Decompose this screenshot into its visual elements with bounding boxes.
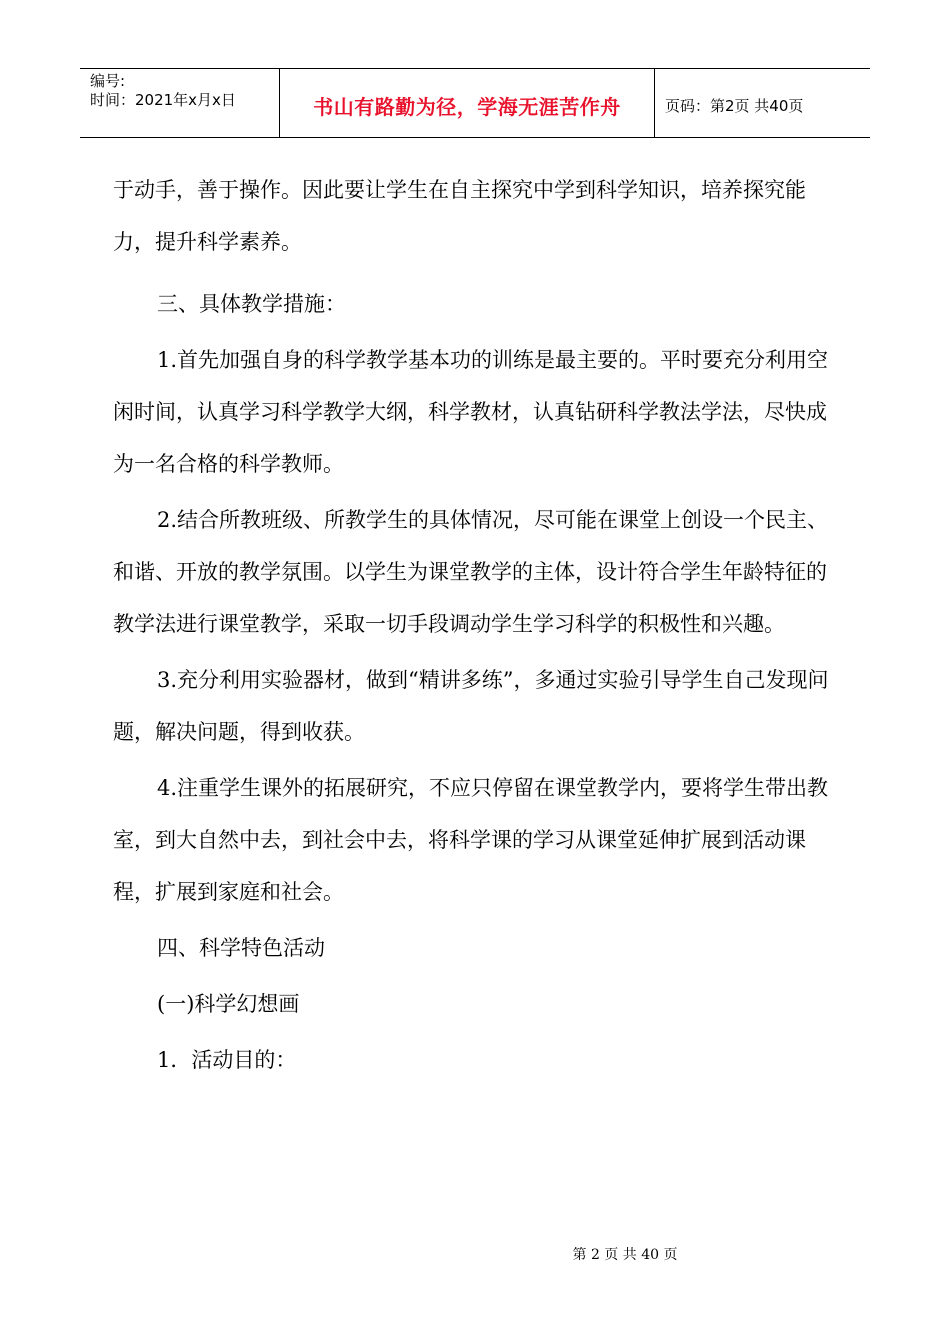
document-body bbox=[113, 164, 833, 1086]
paragraph-8: 1．活动目的： bbox=[157, 1048, 297, 1072]
paragraph-6: 四、科学特色活动 bbox=[157, 936, 325, 960]
paragraph-5: 4.注重学生课外的拓展研究，不应只停留在课堂教学内，要将学生带出教室，到大自然中去，到社会中去，将科学课的学习从课堂延伸扩展到活动课程，扩展到家庭和社会。 bbox=[113, 776, 829, 904]
paragraph-1: 三、具体教学措施： bbox=[157, 292, 346, 316]
header-meta bbox=[80, 69, 280, 137]
header-page-code: 页码：第2页 共40页 bbox=[665, 96, 804, 115]
paragraph-3: 2.结合所教班级、所教学生的具体情况，尽可能在课堂上创设一个民主、和谐、开放的教学氛围。以学生为课堂教学的主体，设计符合学生年龄特征的教学法进行课堂教学，采取一切手段调动学生学习科学的积极性和兴趣。 bbox=[113, 508, 829, 636]
paragraph-2: 1.首先加强自身的科学教学基本功的训练是最主要的。平时要充分利用空闲时间，认真学习科学教学大纲，科学教材，认真钻研科学教法学法，尽快成为一名合格的科学教师。 bbox=[113, 348, 829, 476]
document-number-label: 编号: bbox=[90, 72, 126, 90]
paragraph-7: (一)科学幻想画 bbox=[157, 992, 300, 1016]
paragraph-0: 于动手，善于操作。因此要让学生在自主探究中学到科学知识，培养探究能力，提升科学素养。 bbox=[113, 178, 806, 254]
page-header bbox=[80, 68, 870, 138]
document-time-label: 时间：2021年x月x日 bbox=[90, 91, 236, 109]
header-motto: 书山有路勤为径，学海无涯苦作舟 bbox=[280, 69, 655, 137]
paragraph-4: 3.充分利用实验器材，做到“精讲多练”，多通过实验引导学生自己发现问题，解决问题，得到收获。 bbox=[113, 668, 829, 744]
page-footer: 第 2 页 共 40 页 bbox=[572, 1247, 678, 1263]
